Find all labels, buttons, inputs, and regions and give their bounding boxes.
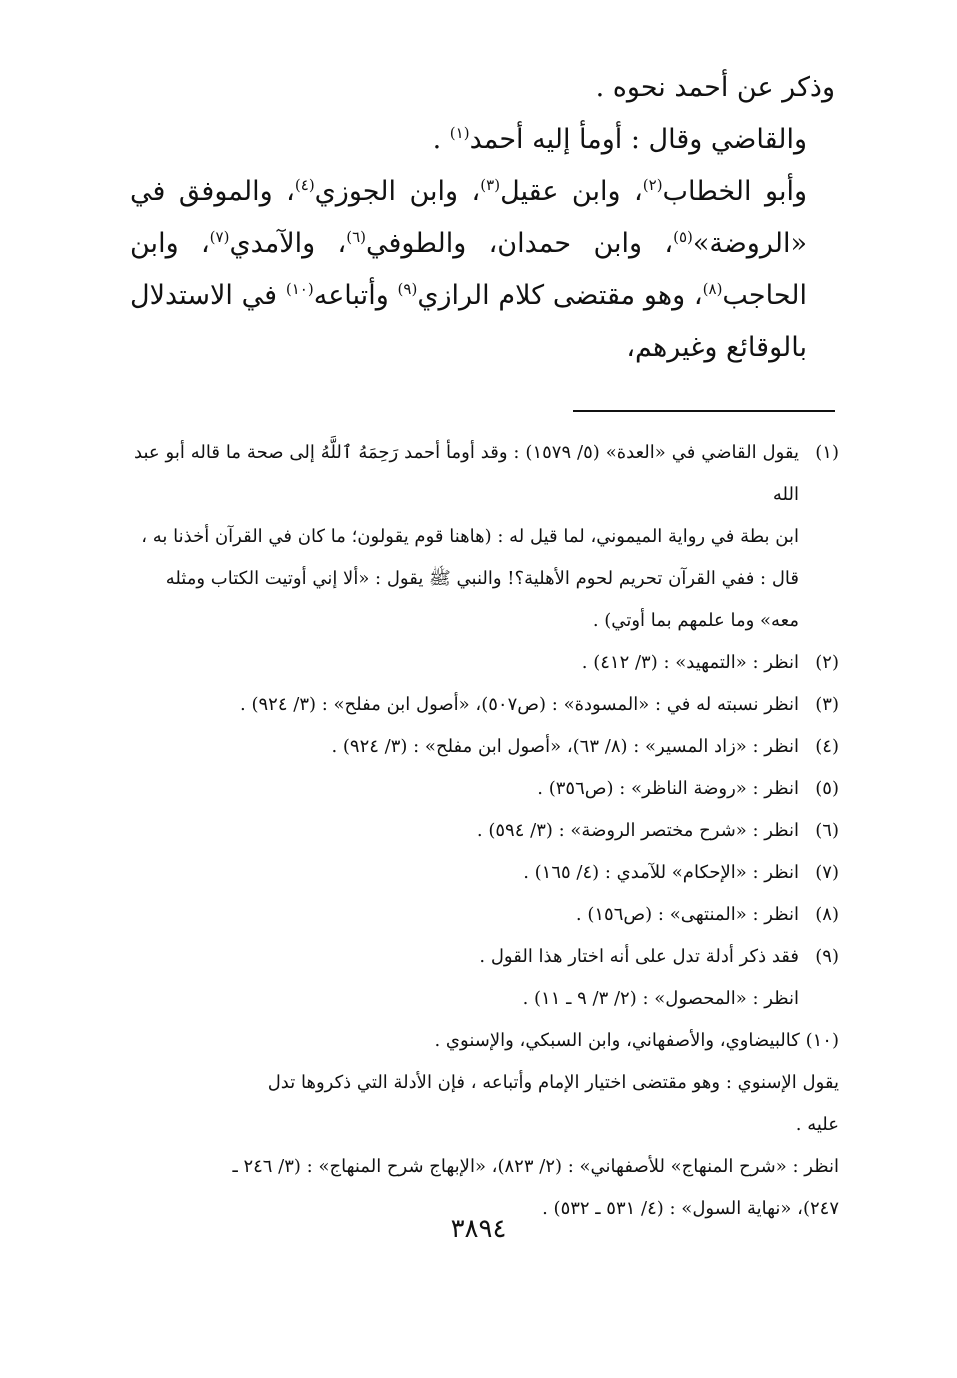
footnote-line: انظر : «زاد المسير» : (٨/ ٦٣)، «أصول ابن مفلح» : (٣/ ٩٢٤) . <box>331 736 799 757</box>
footnote-line: معه» وما علمهم بما أوتي) . <box>592 610 799 631</box>
footnote-number: (١٠) <box>805 1030 839 1051</box>
footnote-line: انظر : «روضة الناظر» : (ص٣٥٦) . <box>537 778 799 799</box>
footnote-line: ٢٤٧)، «نهاية السول» : (٤/ ٥٣١ ـ ٥٣٢) . <box>542 1198 839 1219</box>
footnote-line: انظر : «الإحكام» للآمدي : (٤/ ١٦٥) . <box>523 862 799 883</box>
footnotes <box>134 432 839 1230</box>
footnote-number: (١) <box>815 442 839 463</box>
footnote-line: انظر : «شرح مختصر الروضة» : (٣/ ٥٩٤) . <box>476 820 799 841</box>
footnote-7 <box>134 852 839 894</box>
main-paragraph-3: وأبو الخطاب$^{(٢)}$، وابن عقيل$^{(٣)}$، وابن الجوزي$^{(٤)}$، والموفق في «الروضة»$^{(٥)}$، وابن حمدان، والطوفي$^{(٦)}$، والآمدي$^{(٧)}$، وابن الحاجب$^{(٨)}$، وهو مقتضى كلام الرازي$^{(٩)}$ وأتباعه$^{(١٠)}$ في الاستدلال بالوقائع وغيرهم، <box>130 176 808 363</box>
footnote-number: (٨) <box>815 904 839 925</box>
footnote-separator <box>573 410 835 412</box>
footnote-ref-1[interactable]: (١) <box>449 124 470 142</box>
footnote-ref-8[interactable]: (٨) <box>702 280 723 298</box>
main-line-2: والقاضي وقال : أومأ إليه أحمد$^{(١)}$ . <box>432 124 807 155</box>
footnote-1 <box>134 432 839 642</box>
footnote-ref-5[interactable]: (٥) <box>673 228 693 246</box>
footnote-line: فقد ذكر أدلة تدل على أنه اختار هذا القول . <box>479 946 799 967</box>
footnote-number: (٧) <box>815 862 839 883</box>
footnote-ref-9[interactable]: (٩) <box>397 280 418 298</box>
footnote-line: انظر : «شرح المنهاج» للأصفهاني» : (٢/ ٨٢٣)، «الإبهاج شرح المنهاج» : (٣/ ٢٤٦ ـ <box>232 1156 839 1177</box>
footnote-ref-3[interactable]: (٣) <box>480 176 501 194</box>
footnote-line: يقول القاضي في «العدة» (٥/ ١٥٧٩) : وقد أومأ أحمد رَحِمَهُ ٱللَّهُ إلى صحة ما قاله أبو عبد الله <box>134 442 799 505</box>
footnote-line: انظر : «التمهيد» : (٣/ ٤١٢) . <box>581 652 799 673</box>
page-number: ٣٨٩٤ <box>450 1214 507 1244</box>
footnote-number: (٢) <box>815 652 839 673</box>
footnote-5 <box>134 768 839 810</box>
footnote-number: (٣) <box>815 694 839 715</box>
main-line-1: وذكر عن أحمد نحوه . <box>595 72 835 103</box>
footnote-ref-4[interactable]: (٤) <box>294 176 315 194</box>
footnote-line: انظر : «المنتهى» : (ص١٥٦) . <box>575 904 799 925</box>
footnote-10 <box>134 1020 839 1230</box>
footnote-number: (٥) <box>815 778 839 799</box>
footnote-2 <box>134 642 839 684</box>
footnote-line: انظر : «المحصول» : (٢/ ٣/ ٩ ـ ١١) . <box>522 988 799 1009</box>
footnote-4 <box>134 726 839 768</box>
footnote-line: يقول الإسنوي : وهو مقتضى اختيار الإمام وأتباعه ، فإن الأدلة التي ذكروها تدل <box>267 1072 839 1093</box>
footnote-ref-6[interactable]: (٦) <box>346 228 366 246</box>
footnote-number: (٩) <box>815 946 839 967</box>
footnote-line: عليه . <box>795 1114 839 1135</box>
footnote-6 <box>134 810 839 852</box>
footnote-3 <box>134 684 839 726</box>
footnote-ref-7[interactable]: (٧) <box>209 228 230 246</box>
footnote-ref-2[interactable]: (٢) <box>642 176 663 194</box>
footnote-8 <box>134 894 839 936</box>
footnote-9 <box>134 936 839 1020</box>
footnote-line: قال : ففي القرآن تحريم لحوم الأهلية؟! والنبي ﷺ يقول : «ألا إني أوتيت الكتاب ومثله <box>165 568 799 589</box>
footnote-line: ابن بطة في رواية الميموني، لما قيل له : (هاهنا قوم يقولون؛ ما كان في القرآن أخذنا به ، <box>141 526 799 547</box>
footnote-number: (٦) <box>815 820 839 841</box>
footnote-ref-10[interactable]: (١٠) <box>285 280 314 298</box>
footnote-number: (٤) <box>815 736 839 757</box>
footnote-line: انظر نسبته له في : «المسودة» : (ص٥٠٧)، «أصول ابن مفلح» : (٣/ ٩٢٤) . <box>240 694 799 715</box>
main-text <box>130 62 835 374</box>
footnote-line: (١٠) كالبيضاوي، والأصفهاني، وابن السبكي، والإسنوي . <box>434 1030 839 1051</box>
